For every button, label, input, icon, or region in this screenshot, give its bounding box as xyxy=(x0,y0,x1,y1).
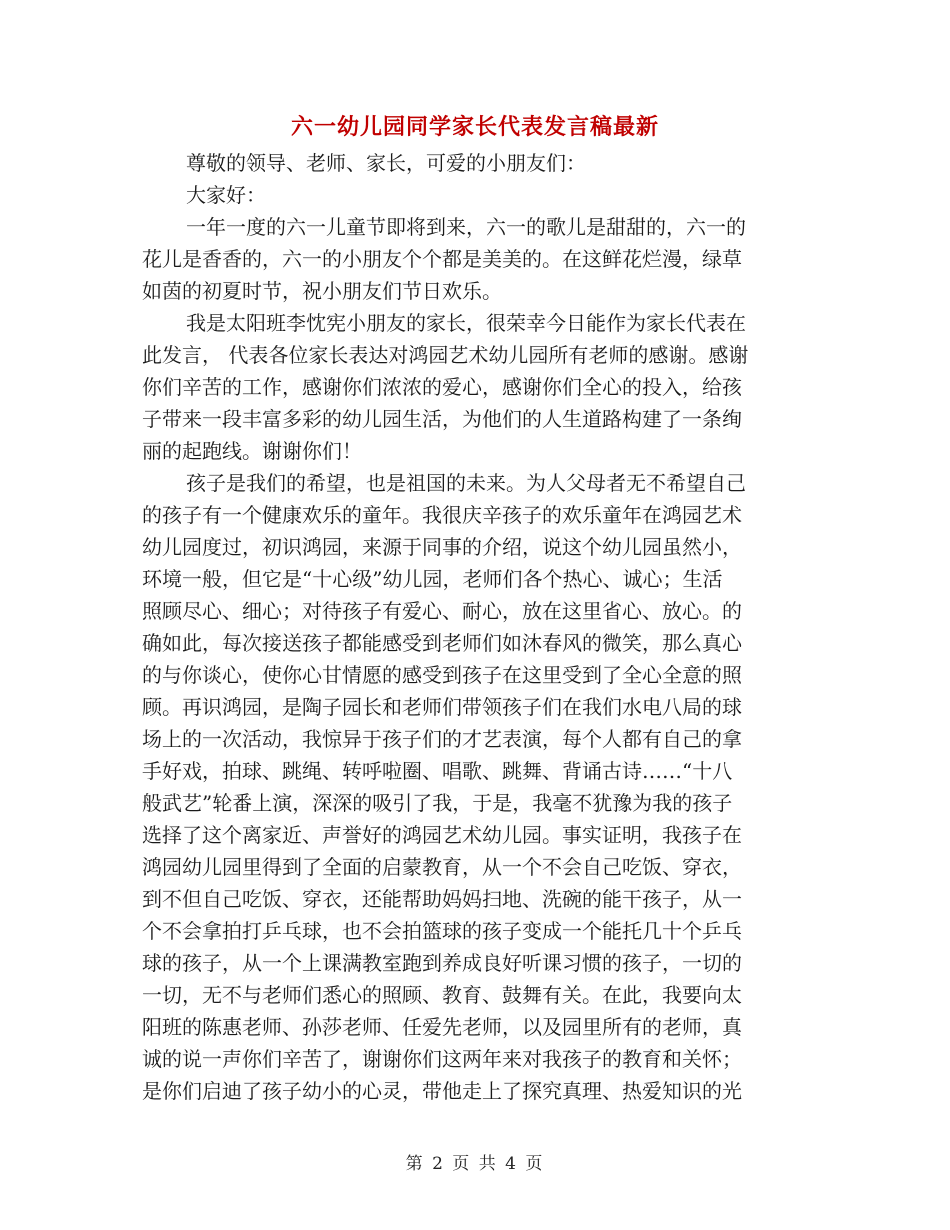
text-line: 球的孩子，从一个上课满教室跑到养成良好听课习惯的孩子，一切的 xyxy=(142,951,742,975)
text-line: 到不但自己吃饭、穿衣，还能帮助妈妈扫地、洗碗的能干孩子，从一 xyxy=(142,887,742,911)
text-line: 的与你谈心，使你心甘情愿的感受到孩子在这里受到了全心全意的照 xyxy=(142,663,742,687)
text-line: 子带来一段丰富多彩的幼儿园生活，为他们的人生道路构建了一条绚 xyxy=(142,407,742,431)
text-line: 选择了这个离家近、声誉好的鸿园艺术幼儿园。事实证明，我孩子在 xyxy=(142,823,742,847)
text-line: 一切，无不与老师们悉心的照顾、教育、鼓舞有关。在此，我要向太 xyxy=(142,983,742,1007)
text-line: 花儿是香香的，六一的小朋友个个都是美美的。在这鲜花烂漫，绿草 xyxy=(142,247,742,271)
text-line: 的孩子有一个健康欢乐的童年。我很庆辛孩子的欢乐童年在鸿园艺术 xyxy=(142,503,742,527)
text-line: 一年一度的六一儿童节即将到来，六一的歌儿是甜甜的，六一的 xyxy=(186,215,746,239)
text-line: 是你们启迪了孩子幼小的心灵，带他走上了探究真理、热爱知识的光 xyxy=(142,1079,742,1103)
text-line: 大家好： xyxy=(186,183,266,207)
text-line: 个不会拿拍打乒乓球，也不会拍篮球的孩子变成一个能托几十个乒乓 xyxy=(142,919,742,943)
text-line: 尊敬的领导、老师、家长，可爱的小朋友们： xyxy=(186,151,586,175)
text-line: 阳班的陈惠老师、孙莎老师、任爱先老师，以及园里所有的老师，真 xyxy=(142,1015,742,1039)
text-line: 般武艺”轮番上演，深深的吸引了我，于是，我毫不犹豫为我的孩子 xyxy=(142,791,733,815)
text-line: 照顾尽心、细心；对待孩子有爱心、耐心，放在这里省心、放心。的 xyxy=(142,599,742,623)
text-line: 环境一般，但它是“十心级”幼儿园，老师们各个热心、诚心；生活 xyxy=(142,567,723,591)
document-body xyxy=(142,147,802,1107)
page-footer: 第 2 页 共 4 页 xyxy=(405,1154,545,1174)
document-title: 六一幼儿园同学家长代表发言稿最新 xyxy=(290,114,659,140)
text-line: 确如此，每次接送孩子都能感受到老师们如沐春风的微笑，那么真心 xyxy=(142,631,742,655)
text-line: 此发言， 代表各位家长表达对鸿园艺术幼儿园所有老师的感谢。感谢 xyxy=(142,343,749,367)
text-line: 孩子是我们的希望，也是祖国的未来。为人父母者无不希望自己 xyxy=(186,471,746,495)
text-line: 幼儿园度过，初识鸿园，来源于同事的介绍，说这个幼儿园虽然小， xyxy=(142,535,742,559)
text-line: 你们辛苦的工作，感谢你们浓浓的爱心，感谢你们全心的投入，给孩 xyxy=(142,375,742,399)
text-line: 丽的起跑线。谢谢你们！ xyxy=(142,439,362,463)
text-line: 如茵的初夏时节，祝小朋友们节日欢乐。 xyxy=(142,279,502,303)
text-line: 场上的一次活动，我惊异于孩子们的才艺表演，每个人都有自己的拿 xyxy=(142,727,742,751)
text-line: 诚的说一声你们辛苦了，谢谢你们这两年来对我孩子的教育和关怀； xyxy=(142,1047,742,1071)
text-line: 我是太阳班李忱宪小朋友的家长，很荣幸今日能作为家长代表在 xyxy=(186,311,746,335)
text-line: 手好戏，拍球、跳绳、转呼啦圈、唱歌、跳舞、背诵古诗……“十八 xyxy=(142,759,733,783)
text-line: 顾。再识鸿园，是陶子园长和老师们带领孩子们在我们水电八局的球 xyxy=(142,695,742,719)
text-line: 鸿园幼儿园里得到了全面的启蒙教育，从一个不会自己吃饭、穿衣， xyxy=(142,855,742,879)
